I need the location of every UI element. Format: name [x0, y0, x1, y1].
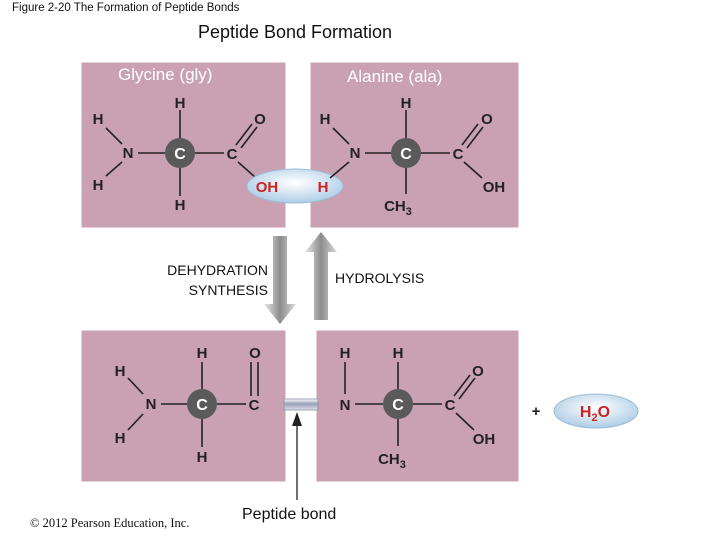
dehydration-synthesis-label: DEHYDRATION SYNTHESIS: [167, 262, 268, 298]
glycine-atom-h-left-bottom: H: [92, 177, 104, 194]
removed-h: H: [317, 179, 329, 196]
glycine-label: Glycine (gly): [118, 65, 213, 84]
hydrolysis-arrow: [305, 232, 337, 320]
alanine-label: Alanine (ala): [347, 67, 443, 86]
glycine-carbonyl-c: C: [226, 146, 238, 163]
alanine-atom-h-top: H: [400, 95, 412, 112]
glycine-atom-o: O: [254, 111, 266, 128]
alanine-alpha-c-label: C: [400, 146, 412, 163]
dipeptide-gly-h-left-bottom: H: [114, 430, 126, 447]
glycine-atom-h-top: H: [174, 95, 186, 112]
dipeptide-gly-n: N: [145, 396, 157, 413]
dipeptide-ala-carbonyl-c: C: [444, 397, 456, 414]
diagram-title: Peptide Bond Formation: [197, 22, 393, 42]
water-product-label: $H_2O$: [579, 404, 611, 424]
dipeptide-gly-carbonyl-c: C: [248, 397, 260, 414]
dipeptide-ala-n: N: [339, 397, 351, 414]
dipeptide-gly-alpha-c-label: C: [196, 397, 208, 414]
dipeptide-gly-h-left-top: H: [114, 363, 126, 380]
figure-caption: Figure 2-20 The Formation of Peptide Bonds: [12, 2, 240, 14]
alanine-atom-h-left: H: [319, 111, 331, 128]
glycine-atom-n: N: [122, 145, 134, 162]
dipeptide-ala-h-n: H: [339, 345, 351, 362]
dipeptide-gly-o: O: [249, 345, 261, 362]
dipeptide-ala-h-top: H: [392, 345, 404, 362]
alanine-carbonyl-c: C: [452, 146, 464, 163]
peptide-bond-connector: [284, 399, 318, 410]
alanine-atom-o: O: [481, 111, 493, 128]
removed-oh: OH: [255, 179, 279, 196]
alanine-ch3: $CH_3$: [384, 198, 412, 218]
hydrolysis-label: HYDROLYSIS: [335, 270, 425, 286]
dipeptide-gly-h-bottom: H: [196, 449, 208, 466]
dipeptide-ala-ch3: $CH_3$: [378, 451, 406, 471]
dipeptide-ala-alpha-c-label: C: [392, 397, 404, 414]
peptide-bond-label: Peptide bond: [242, 506, 337, 523]
plus-sign: +: [531, 403, 541, 420]
copyright: © 2012 Pearson Education, Inc.: [30, 516, 190, 530]
alanine-atom-n: N: [349, 145, 361, 162]
dipeptide-ala-oh: OH: [472, 431, 496, 448]
dipeptide-ala-o: O: [472, 363, 484, 380]
glycine-atom-h-bottom: H: [174, 197, 186, 214]
glycine-atom-h-left-top: H: [92, 111, 104, 128]
alanine-atom-oh: OH: [482, 179, 506, 196]
dipeptide-gly-h-top: H: [196, 345, 208, 362]
peptide-bond-pointer-head: [292, 412, 302, 426]
glycine-alpha-c-label: C: [174, 146, 186, 163]
dehydration-arrow: [264, 236, 296, 324]
